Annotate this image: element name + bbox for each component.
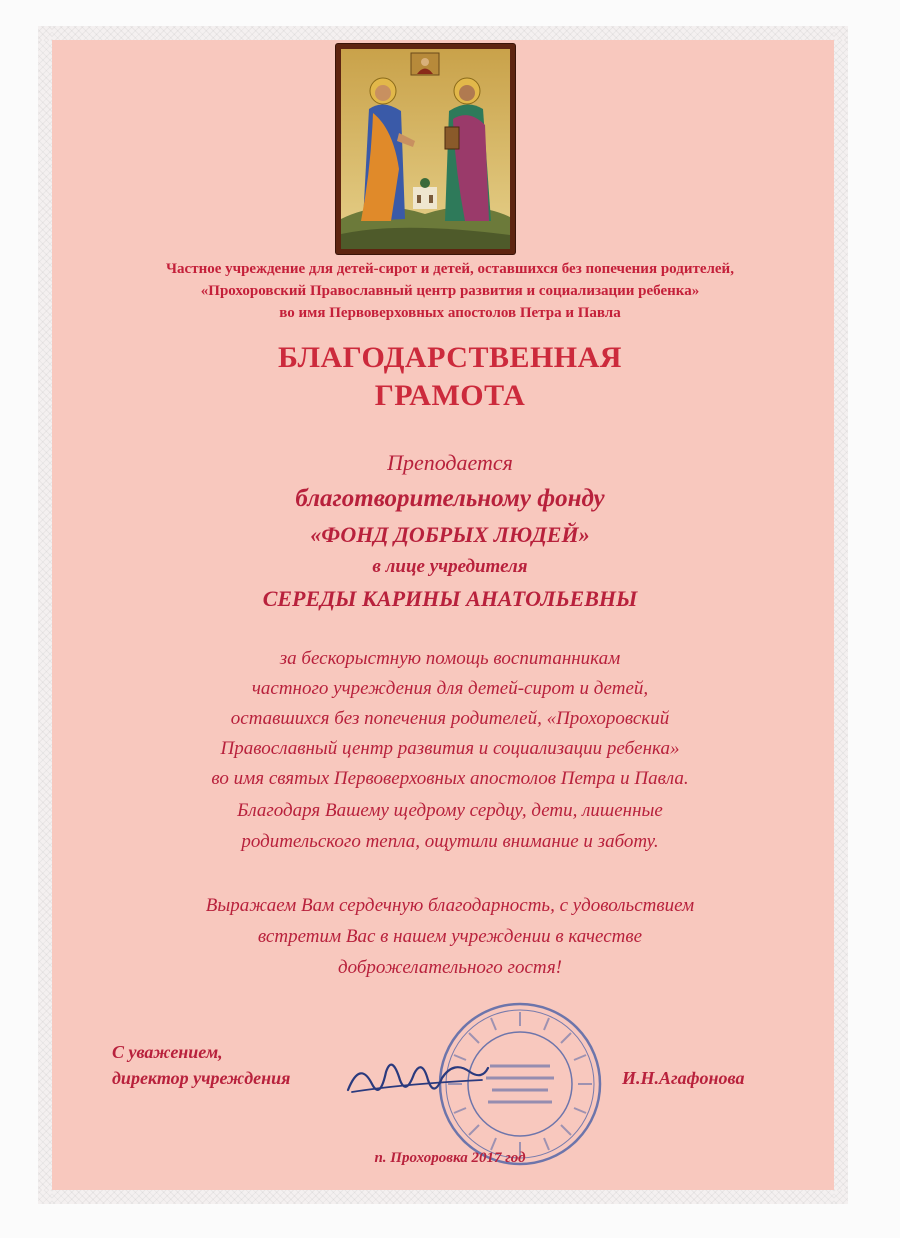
body-line-1: за бескорыстную помощь воспитанникам bbox=[279, 648, 621, 669]
body-line-2: частного учреждения для детей-сирот и детей, bbox=[251, 678, 649, 699]
body-line-4: Православный центр развития и социализации ребенка» bbox=[220, 738, 680, 759]
handwritten-signature bbox=[342, 1050, 492, 1120]
director-name: И.Н.Агафонова bbox=[622, 1068, 745, 1088]
body-line-7: родительского тепла, ощутили внимание и заботу. bbox=[241, 831, 659, 852]
document-title-line-1: БЛАГОДАРСТВЕННАЯ bbox=[278, 341, 622, 374]
body-line-3: оставшихся без попечения родителей, «Прохоровский bbox=[230, 708, 670, 729]
saints-icon-image bbox=[336, 44, 515, 254]
represented-by-label: в лице учредителя bbox=[372, 556, 528, 577]
institution-line-2: «Прохоровский Православный центр развития и социализации ребенка» bbox=[200, 283, 700, 299]
presented-label: Преподается bbox=[387, 450, 513, 475]
institution-line-1: Частное учреждение для детей-сирот и детей, оставшихся без попечения родителей, bbox=[166, 261, 734, 277]
regards-label: С уважением, bbox=[112, 1042, 223, 1062]
recipient-org-name: «ФОНД ДОБРЫХ ЛЮДЕЙ» bbox=[310, 522, 590, 547]
body-line-6: Благодаря Вашему щедрому сердцу, дети, лишенные bbox=[237, 800, 663, 821]
body-line-5: во имя святых Первоверховных апостолов Петра и Павла. bbox=[211, 768, 689, 789]
place-year: п. Прохоровка 2017 год bbox=[374, 1150, 526, 1166]
saints-peter-paul-icon bbox=[341, 49, 510, 249]
recipient-org-type: благотворительному фонду bbox=[295, 485, 605, 512]
institution-line-3: во имя Первоверховных апостолов Петра и Павла bbox=[279, 305, 621, 321]
closing-line-2: встретим Вас в нашем учреждении в качестве bbox=[257, 926, 643, 947]
closing-line-1: Выражаем Вам сердечную благодарность, с удовольствием bbox=[205, 895, 695, 916]
document-title-line-2: ГРАМОТА bbox=[374, 379, 526, 412]
recipient-person-name: СЕРЕДЫ КАРИНЫ АНАТОЛЬЕВНЫ bbox=[262, 586, 638, 611]
closing-line-3: доброжелательного гостя! bbox=[337, 957, 562, 978]
position-label: директор учреждения bbox=[112, 1068, 291, 1088]
